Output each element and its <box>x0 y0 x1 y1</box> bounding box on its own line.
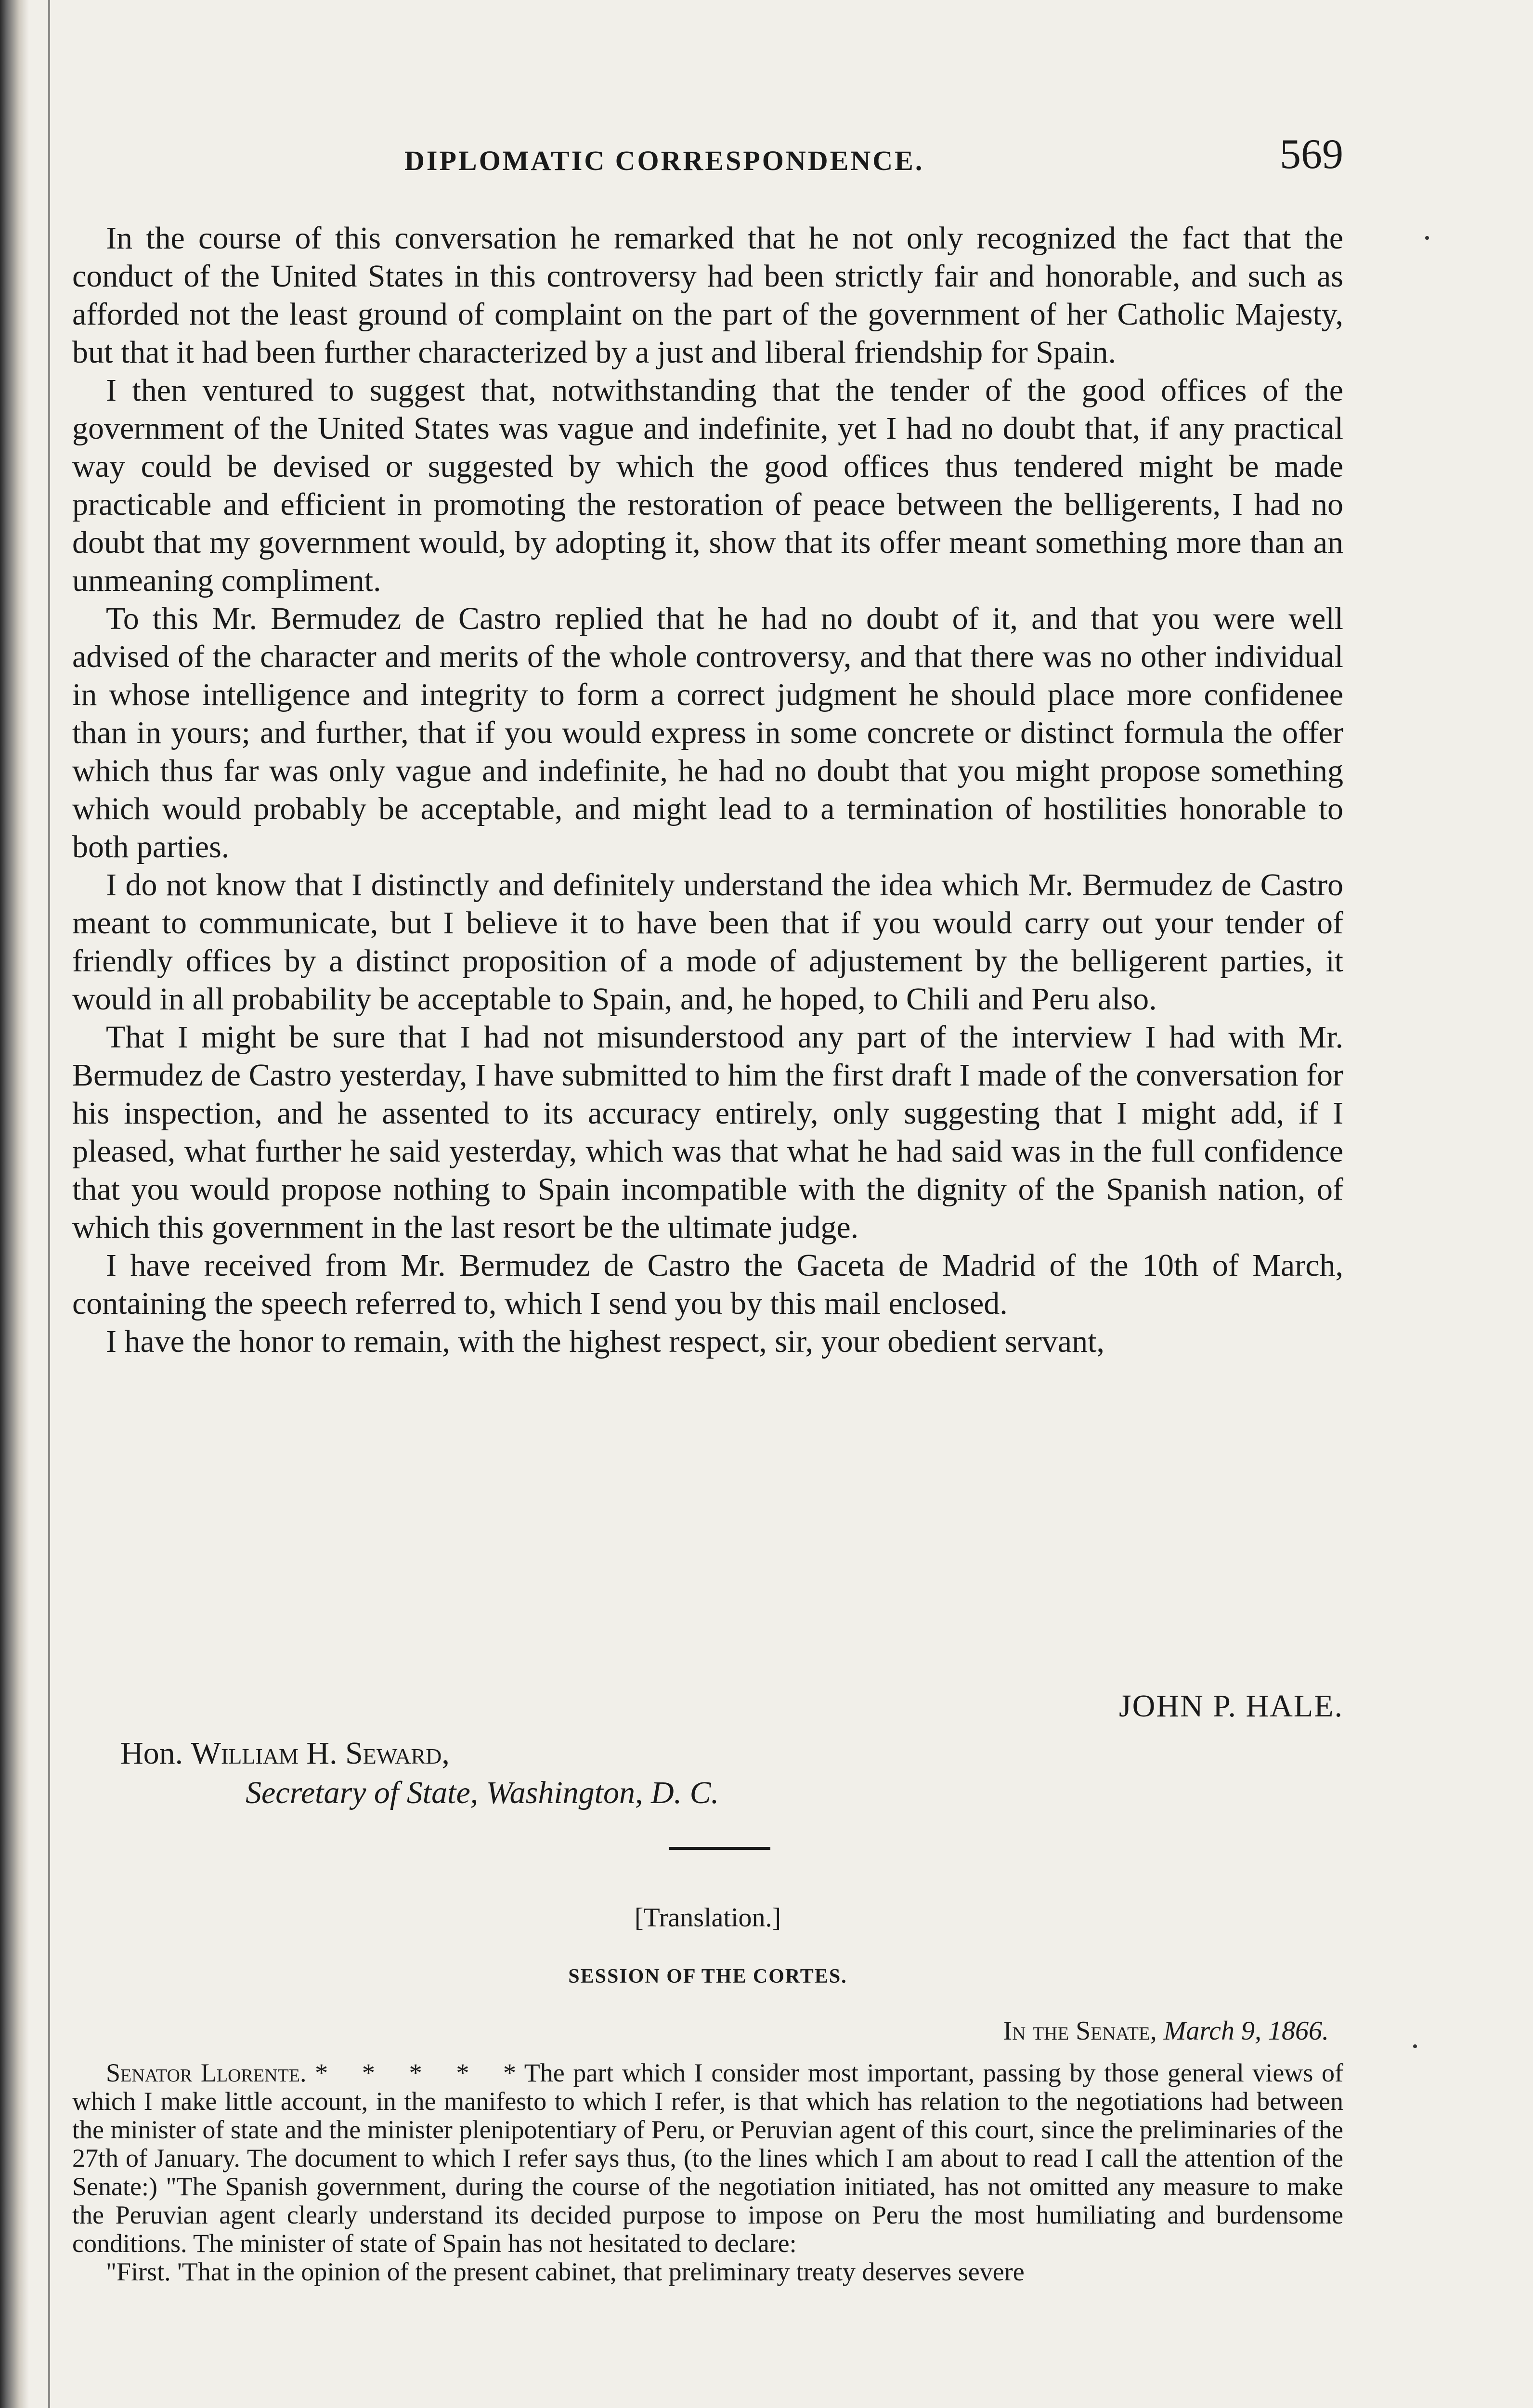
addressee-name: William H. Seward, <box>191 1736 450 1771</box>
translation-paragraph-text: The part which I consider most important, passing by those general views of which I make little account, in the manifesto to which I refer, is that which has relation to the negotiations had between the minister of state and the minister plenipotentiary of Peru, or Peruvian agent of this court, since the preliminaries of the 27th of January. The document to which I refer says thus, (to the lines which I am about to read I call the attention of the Senate:) "The Spanish government, during the course of the negotiation initiated, has not omitted any measure to make the Peruvian agent clearly understand its decided purpose to impose on Peru the most humiliating and burdensome conditions. The minister of state of Spain has not hesitated to declare: <box>72 2058 1344 2258</box>
letter-body <box>72 219 1343 1361</box>
letter-paragraph: In the course of this conversation he remarked that he not only recognized the fact that the conduct of the United States in this controversy had been strictly fair and honorable, and such as afforded not the least ground of complaint on the part of the government of her Catholic Majesty, but that it had been further characterized by a just and liberal friendship for Spain. <box>72 221 1343 370</box>
dateline <box>1003 2015 1329 2046</box>
running-head: DIPLOMATIC CORRESPONDENCE. <box>404 145 924 176</box>
section-heading: SESSION OF THE CORTES. <box>568 1965 847 1988</box>
translation-paragraph: "First. 'That in the opinion of the present cabinet, that preliminary treaty deserves severe <box>106 2257 1025 2286</box>
margin-speck <box>1425 236 1429 240</box>
signature: JOHN P. HALE. <box>1118 1688 1343 1724</box>
dateline-date: March 9, 1866. <box>1163 2016 1329 2046</box>
page-binding-edge <box>0 0 29 2408</box>
translation-paragraph <box>72 2059 1343 2258</box>
section-divider <box>669 1847 770 1850</box>
page-margin-line <box>48 0 50 2408</box>
page-header <box>72 130 1343 188</box>
addressee-title: Secretary of State, Washington, D. C. <box>246 1775 719 1810</box>
margin-speck <box>1413 2044 1417 2048</box>
page-content <box>72 0 1343 2408</box>
translation-body <box>72 2059 1343 2286</box>
letter-paragraph: I have received from Mr. Bermudez de Castro the Gaceta de Madrid of the 10th of March, containing the speech referred to, which I send you by this mail enclosed. <box>72 1248 1343 1321</box>
addressee-name-line <box>120 1734 719 1773</box>
speaker-name: Senator Llorente. <box>106 2058 307 2087</box>
addressee-prefix: Hon. <box>120 1736 183 1771</box>
translation-note: [Translation.] <box>634 1903 781 1933</box>
page-number: 569 <box>1280 131 1343 178</box>
addressee-block <box>120 1734 719 1813</box>
letter-paragraph: I do not know that I distinctly and definitely understand the idea which Mr. Bermudez de Castro meant to communicate, but I believe it to have been that if you would carry out your tender of friendly offices by a distinct proposition of a mode of adjustement by the belligerent parties, it would in all probability be acceptable to Spain, and, he hoped, to Chili and Peru also. <box>72 867 1343 1017</box>
letter-paragraph: To this Mr. Bermudez de Castro replied that he had no doubt of it, and that you were well advised of the character and merits of the whole controversy, and that there was no other individual in whose intelligence and integrity to form a correct judgment he should place more confidenee than in yours; and further, that if you would express in some concrete or distinct formula the offer which thus far was only vague and indefinite, he had no doubt that you might propose something which would probably be acceptable, and might lead to a termination of hostilities honorable to both parties. <box>72 601 1343 864</box>
letter-paragraph: That I might be sure that I had not misunderstood any part of the interview I had with Mr. Bermudez de Castro yesterday, I have submitted to him the first draft I made of the conversation for his inspection, and he assented to its accuracy entirely, only suggesting that I might add, if I pleased, what further he said yesterday, which was that what he had said was in the full confidence that you would propose nothing to Spain incompatible with the dignity of the Spanish nation, of which this government in the last resort be the ultimate judge. <box>72 1020 1343 1245</box>
dateline-place: In the Senate, <box>1003 2016 1157 2046</box>
letter-paragraph: I then ventured to suggest that, notwithstanding that the tender of the good offices of the government of the United States was vague and indefinite, yet I had no doubt that, if any practical way could be devised or suggested by which the good offices thus tendered might be made practicable and efficient in promoting the restoration of peace between the belligerents, I had no doubt that my government would, by adopting it, show that its offer meant something more than an unmeaning compliment. <box>72 373 1343 598</box>
ellipsis-asterisks: * * * * * <box>315 2058 517 2087</box>
letter-paragraph: I have the honor to remain, with the highest respect, sir, your obedient servant, <box>106 1324 1104 1359</box>
